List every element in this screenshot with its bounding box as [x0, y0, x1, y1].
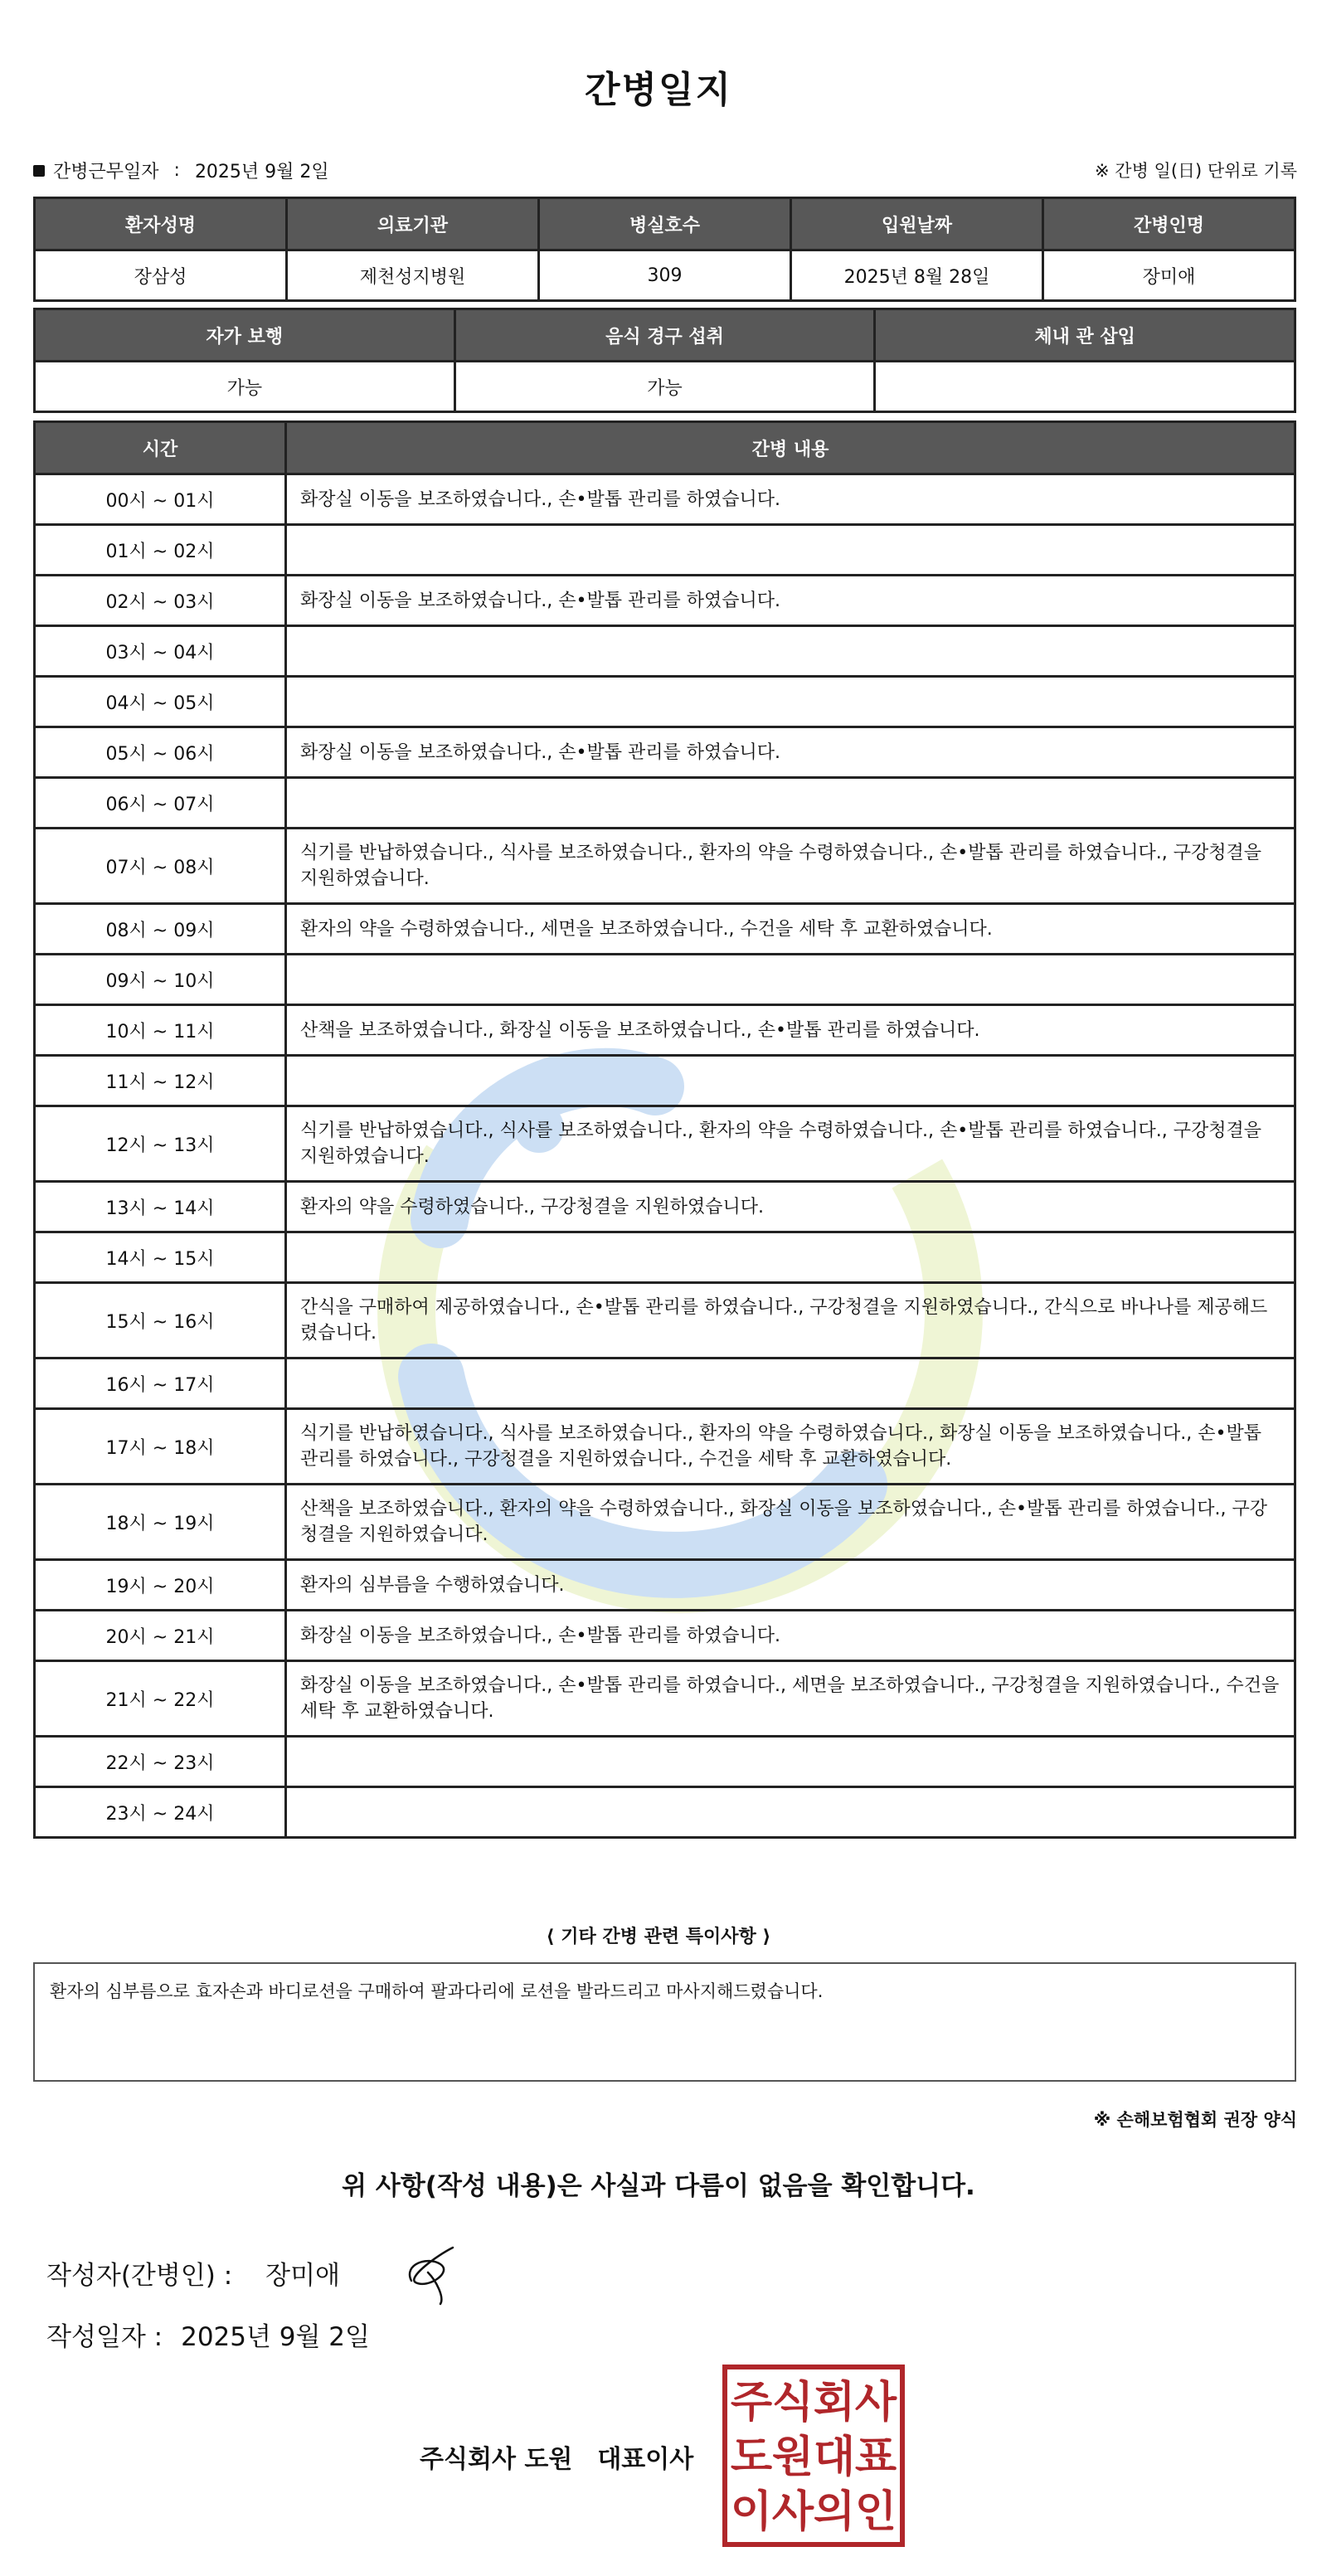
writer-label: 작성자(간병인) : [46, 2261, 233, 2291]
log-row [35, 576, 1295, 626]
log-content: 산책을 보조하였습니다., 환자의 약을 수령하였습니다., 화장실 이동을 보조하였습니다., 손•발톱 관리를 하였습니다., 구강청결을 지원하였습니다. [286, 1485, 1295, 1560]
oral-intake-value: 가능 [454, 362, 875, 412]
log-row [35, 904, 1295, 955]
log-row [35, 525, 1295, 576]
log-time: 06시 ~ 07시 [35, 778, 286, 829]
log-time: 00시 ~ 01시 [35, 474, 286, 525]
log-content [286, 677, 1295, 727]
log-content: 식기를 반납하였습니다., 식사를 보조하였습니다., 환자의 약을 수령하였습니다., 손•발톱 관리를 하였습니다., 구강청결을 지원하였습니다. [286, 829, 1295, 904]
log-time: 13시 ~ 14시 [35, 1182, 286, 1232]
company-name: 주식회사 도원 [420, 2445, 573, 2474]
log-time: 09시 ~ 10시 [35, 955, 286, 1005]
self-walking-value: 가능 [35, 362, 455, 412]
header-room: 병실호수 [539, 198, 791, 250]
log-content: 화장실 이동을 보조하였습니다., 손•발톱 관리를 하였습니다. [286, 1611, 1295, 1661]
log-content [286, 1787, 1295, 1838]
header-hospital: 의료기관 [287, 198, 539, 250]
log-time: 01시 ~ 02시 [35, 525, 286, 576]
status-table-row [35, 362, 1295, 412]
log-row [35, 1485, 1295, 1560]
work-date [33, 158, 329, 183]
seal-char: 회 [813, 2378, 856, 2428]
log-time: 10시 ~ 11시 [35, 1005, 286, 1056]
log-row [35, 829, 1295, 904]
page-title: 간병일지 [584, 69, 732, 111]
seal-char: 사 [854, 2378, 897, 2428]
caregiver-name: 장미애 [1043, 250, 1295, 301]
tube-insertion-value [875, 362, 1295, 412]
log-content [286, 1056, 1295, 1106]
status-table [33, 308, 1296, 413]
log-time: 23시 ~ 24시 [35, 1787, 286, 1838]
seal-char: 원 [771, 2433, 814, 2482]
seal-char: 의 [813, 2487, 856, 2537]
log-row [35, 1232, 1295, 1283]
log-time: 05시 ~ 06시 [35, 727, 286, 778]
notes-title: ⟨ 기타 간병 관련 특이사항 ⟩ [546, 1927, 771, 1947]
care-log-table [33, 420, 1296, 1839]
log-content: 화장실 이동을 보조하였습니다., 손•발톱 관리를 하였습니다. [286, 474, 1295, 525]
log-time: 02시 ~ 03시 [35, 576, 286, 626]
written-date-label: 작성일자 : [46, 2322, 163, 2352]
patient-table-header [35, 198, 1295, 250]
seal-char: 사 [771, 2487, 814, 2537]
unit-note: ※ 간병 일(日) 단위로 기록 [1095, 161, 1297, 181]
log-row [35, 1737, 1295, 1787]
log-time: 17시 ~ 18시 [35, 1409, 286, 1485]
care-log-body [35, 474, 1295, 1838]
status-table-header [35, 309, 1295, 362]
log-content: 환자의 심부름을 수행하였습니다. [286, 1560, 1295, 1611]
log-time: 08시 ~ 09시 [35, 904, 286, 955]
patient-name: 장삼성 [35, 250, 287, 301]
log-content: 식기를 반납하였습니다., 식사를 보조하였습니다., 환자의 약을 수령하였습니다., 화장실 이동을 보조하였습니다., 손•발톱 관리를 하였습니다., 구강청결을 지원하였습니다., 수건을 세탁 후 교환하였습니다. [286, 1409, 1295, 1485]
seal-char: 도 [730, 2433, 773, 2482]
log-time: 07시 ~ 08시 [35, 829, 286, 904]
log-row [35, 955, 1295, 1005]
writer-name: 장미애 [265, 2261, 341, 2291]
header-care-content: 간병 내용 [286, 422, 1295, 474]
log-content [286, 955, 1295, 1005]
log-row [35, 474, 1295, 525]
log-time: 04시 ~ 05시 [35, 677, 286, 727]
log-content: 환자의 약을 수령하였습니다., 구강청결을 지원하였습니다. [286, 1182, 1295, 1232]
log-row [35, 1182, 1295, 1232]
log-row [35, 1611, 1295, 1661]
log-row [35, 1409, 1295, 1485]
log-time: 20시 ~ 21시 [35, 1611, 286, 1661]
header-tube-insertion: 체내 관 삽입 [875, 309, 1295, 362]
log-time: 22시 ~ 23시 [35, 1737, 286, 1787]
seal-char: 식 [771, 2378, 814, 2428]
seal-char: 주 [730, 2378, 773, 2428]
company-seal-image [722, 2364, 906, 2548]
written-date-line [46, 2316, 370, 2353]
log-content [286, 1737, 1295, 1787]
admission-date: 2025년 8월 28일 [791, 250, 1043, 301]
work-date-label: 간병근무일자 [53, 162, 159, 182]
header-patient-name: 환자성명 [35, 198, 287, 250]
recommend-note: ※ 손해보험협회 권장 양식 [1093, 2110, 1297, 2130]
log-content: 환자의 약을 수령하였습니다., 세면을 보조하였습니다., 수건을 세탁 후 교환하였습니다. [286, 904, 1295, 955]
care-log-header [35, 422, 1295, 474]
seal-char: 이 [730, 2487, 773, 2537]
log-row [35, 1661, 1295, 1737]
company-representative: 대표이사 [597, 2445, 694, 2474]
log-content: 식기를 반납하였습니다., 식사를 보조하였습니다., 환자의 약을 수령하였습니다., 손•발톱 관리를 하였습니다., 구강청결을 지원하였습니다. [286, 1106, 1295, 1182]
log-row [35, 677, 1295, 727]
company-line [420, 2438, 693, 2475]
log-content: 간식을 구매하여 제공하였습니다., 손•발톱 관리를 하였습니다., 구강청결을 지원하였습니다., 간식으로 바나나를 제공해드렸습니다. [286, 1283, 1295, 1358]
log-content: 화장실 이동을 보조하였습니다., 손•발톱 관리를 하였습니다., 세면을 보조하였습니다., 구강청결을 지원하였습니다., 수건을 세탁 후 교환하였습니다. [286, 1661, 1295, 1737]
log-row [35, 778, 1295, 829]
log-row [35, 1787, 1295, 1838]
log-row [35, 1560, 1295, 1611]
log-content [286, 626, 1295, 677]
log-row [35, 1106, 1295, 1182]
signature-image [395, 2239, 469, 2306]
confirmation-statement: 위 사항(작성 내용)은 사실과 다름이 없음을 확인합니다. [342, 2171, 975, 2201]
log-row [35, 1283, 1295, 1358]
header-time: 시간 [35, 422, 286, 474]
seal-char: 표 [854, 2433, 897, 2482]
log-content [286, 778, 1295, 829]
seal-char: 인 [854, 2487, 897, 2537]
hospital-name: 제천성지병원 [287, 250, 539, 301]
log-content: 산책을 보조하였습니다., 화장실 이동을 보조하였습니다., 손•발톱 관리를 하였습니다. [286, 1005, 1295, 1056]
log-time: 15시 ~ 16시 [35, 1283, 286, 1358]
log-time: 21시 ~ 22시 [35, 1661, 286, 1737]
log-row [35, 1358, 1295, 1409]
log-time: 03시 ~ 04시 [35, 626, 286, 677]
room-number: 309 [539, 250, 791, 301]
log-time: 11시 ~ 12시 [35, 1056, 286, 1106]
log-time: 16시 ~ 17시 [35, 1358, 286, 1409]
patient-table [33, 197, 1296, 302]
log-row [35, 727, 1295, 778]
seal-char: 대 [813, 2433, 856, 2482]
log-row [35, 1056, 1295, 1106]
patient-table-row [35, 250, 1295, 301]
notes-text: 환자의 심부름으로 효자손과 바디로션을 구매하여 팔과다리에 로션을 발라드리고 마사지해드렸습니다. [50, 1981, 824, 2001]
work-date-separator: : [173, 160, 180, 181]
log-content: 화장실 이동을 보조하였습니다., 손•발톱 관리를 하였습니다. [286, 727, 1295, 778]
log-content [286, 1232, 1295, 1283]
bullet-square-icon [33, 165, 45, 177]
header-oral-intake: 음식 경구 섭취 [454, 309, 875, 362]
log-row [35, 626, 1295, 677]
written-date-value: 2025년 9월 2일 [181, 2322, 370, 2352]
log-content: 화장실 이동을 보조하였습니다., 손•발톱 관리를 하였습니다. [286, 576, 1295, 626]
notes-box [33, 1962, 1296, 2082]
work-date-value: 2025년 9월 2일 [194, 162, 329, 182]
header-admission-date: 입원날짜 [791, 198, 1043, 250]
log-content [286, 525, 1295, 576]
header-caregiver: 간병인명 [1043, 198, 1295, 250]
log-time: 18시 ~ 19시 [35, 1485, 286, 1560]
log-time: 19시 ~ 20시 [35, 1560, 286, 1611]
writer-line [46, 2254, 340, 2292]
log-row [35, 1005, 1295, 1056]
log-time: 12시 ~ 13시 [35, 1106, 286, 1182]
header-self-walking: 자가 보행 [35, 309, 455, 362]
log-time: 14시 ~ 15시 [35, 1232, 286, 1283]
log-content [286, 1358, 1295, 1409]
